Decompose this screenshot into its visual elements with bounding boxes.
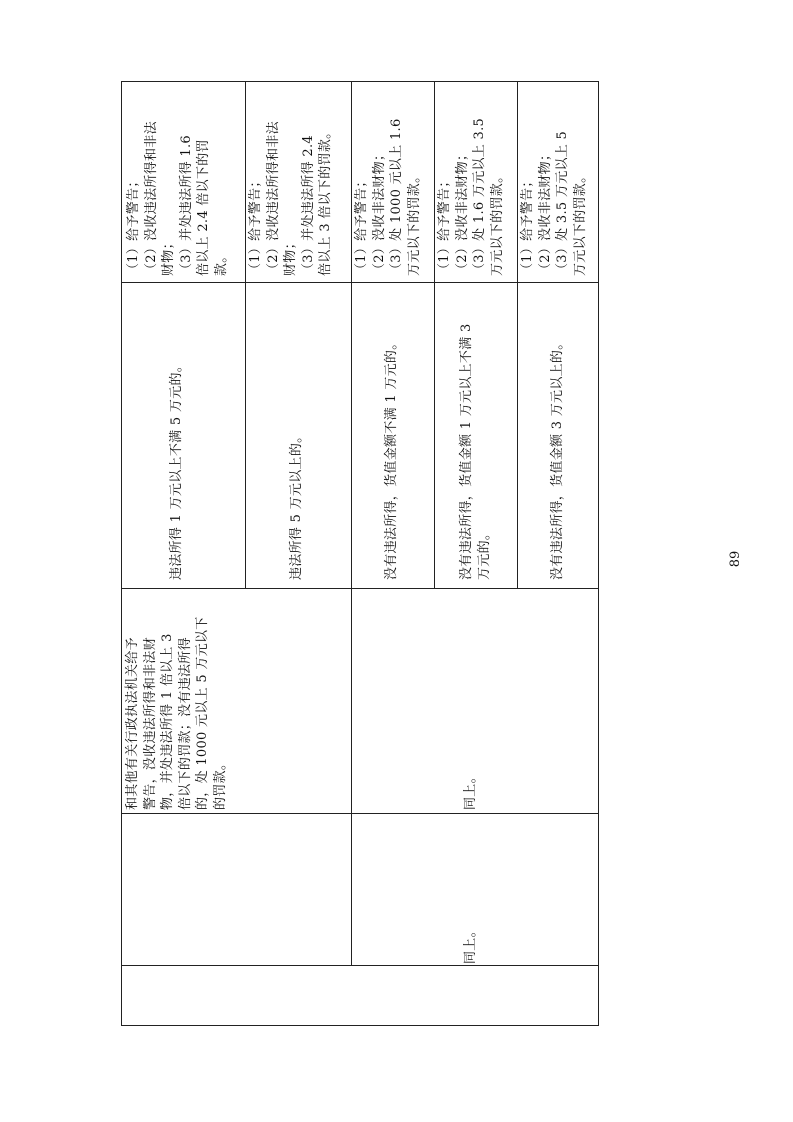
penalty-line: （3）并处违法所得 2.4 bbox=[300, 135, 316, 276]
col2-line: 的，处 1000 元以上 5 万元以下 bbox=[195, 616, 210, 810]
penalty-line: （3）处 1.6 万元以上 3.5 bbox=[472, 117, 487, 276]
col-divider-4 bbox=[121, 282, 599, 283]
penalty-row-3 bbox=[353, 84, 433, 276]
row-divider-1 bbox=[245, 82, 246, 589]
criteria-line: 违法所得 5 万元以上的。 bbox=[289, 429, 304, 580]
penalty-line: （3）处 1000 元以上 1.6 bbox=[389, 118, 404, 276]
penalty-line: 款。 bbox=[213, 249, 229, 276]
row-divider-3 bbox=[434, 82, 435, 589]
criteria-row-3 bbox=[383, 290, 423, 580]
col1-row-b: 同上。 bbox=[463, 924, 478, 964]
col-divider-3 bbox=[121, 588, 599, 589]
penalty-line: （2）没收违法所得和非法 bbox=[265, 121, 281, 276]
table-border-top bbox=[121, 81, 122, 1026]
col2-line: 物，并处违法所得 1 倍以上 3 bbox=[160, 633, 175, 810]
col-divider-2 bbox=[121, 813, 599, 814]
penalty-line: 万元以下的罚款。 bbox=[572, 169, 588, 276]
criteria-row-2 bbox=[288, 290, 328, 580]
penalty-line: （2）没收非法财物； bbox=[537, 147, 553, 276]
penalty-line: （2）没收非法财物； bbox=[371, 147, 387, 276]
table-border-right bbox=[121, 81, 599, 82]
col2-line: 警告，没收违法所得和非法财 bbox=[142, 637, 158, 810]
criteria-line: 没有违法所得，货值金额 3 万元以上的。 bbox=[550, 336, 565, 580]
penalty-line: 倍以上 3 倍以下的罚款。 bbox=[318, 125, 333, 276]
table-border-left bbox=[121, 1025, 599, 1026]
table-border-bottom bbox=[598, 81, 599, 1026]
criteria-line: 没有违法所得，货值金额 1 万元以上不满 3 bbox=[459, 323, 474, 580]
penalty-line: （1）给予警告； bbox=[437, 174, 452, 276]
penalty-line: 万元以下的罚款。 bbox=[489, 169, 505, 276]
col2-row-b: 同上。 bbox=[463, 770, 478, 810]
row-divider-ab bbox=[351, 82, 352, 966]
page-number: 89 bbox=[728, 550, 743, 568]
penalty-line: （1）给予警告； bbox=[520, 174, 535, 276]
penalty-line: 万元以下的罚款。 bbox=[406, 169, 422, 276]
penalty-line: （3）处 3.5 万元以上 5 bbox=[555, 130, 570, 276]
penalty-line: 财物； bbox=[283, 236, 298, 276]
col-divider-1 bbox=[121, 965, 599, 966]
penalty-line: （1）给予警告； bbox=[354, 174, 369, 276]
rotated-penalty-table bbox=[121, 81, 599, 1026]
penalty-row-2 bbox=[247, 84, 349, 276]
col2-line: 倍以下的罚款；没有违法所得 bbox=[177, 637, 193, 810]
criteria-line: 没有违法所得，货值金额不满 1 万元的。 bbox=[384, 336, 399, 580]
criteria-row-1 bbox=[168, 290, 208, 580]
penalty-line: （2）没收非法财物； bbox=[454, 147, 470, 276]
criteria-line: 违法所得 1 万元以上不满 5 万元的。 bbox=[169, 358, 184, 580]
criteria-line: 万元的。 bbox=[476, 526, 492, 580]
penalty-row-5 bbox=[519, 84, 597, 276]
penalty-line: （2）没收违法所得和非法 bbox=[143, 121, 159, 276]
penalty-row-4 bbox=[436, 84, 516, 276]
col2-line: 和其他有关行政执法机关给予 bbox=[125, 637, 140, 810]
col1-row-a bbox=[125, 816, 349, 964]
penalty-line: 倍以上 2.4 倍以下的罚 bbox=[196, 139, 211, 276]
col2-row-a bbox=[124, 590, 350, 810]
criteria-row-4 bbox=[458, 286, 502, 580]
penalty-line: （1）给予警告； bbox=[126, 174, 141, 276]
penalty-line: （3）并处违法所得 1.6 bbox=[178, 135, 194, 276]
penalty-line: （1）给予警告； bbox=[248, 174, 263, 276]
row-divider-4 bbox=[517, 82, 518, 589]
col2-line: 的罚款。 bbox=[212, 756, 228, 810]
penalty-line: 财物； bbox=[161, 236, 176, 276]
criteria-row-5 bbox=[549, 290, 589, 580]
penalty-row-1 bbox=[125, 84, 243, 276]
